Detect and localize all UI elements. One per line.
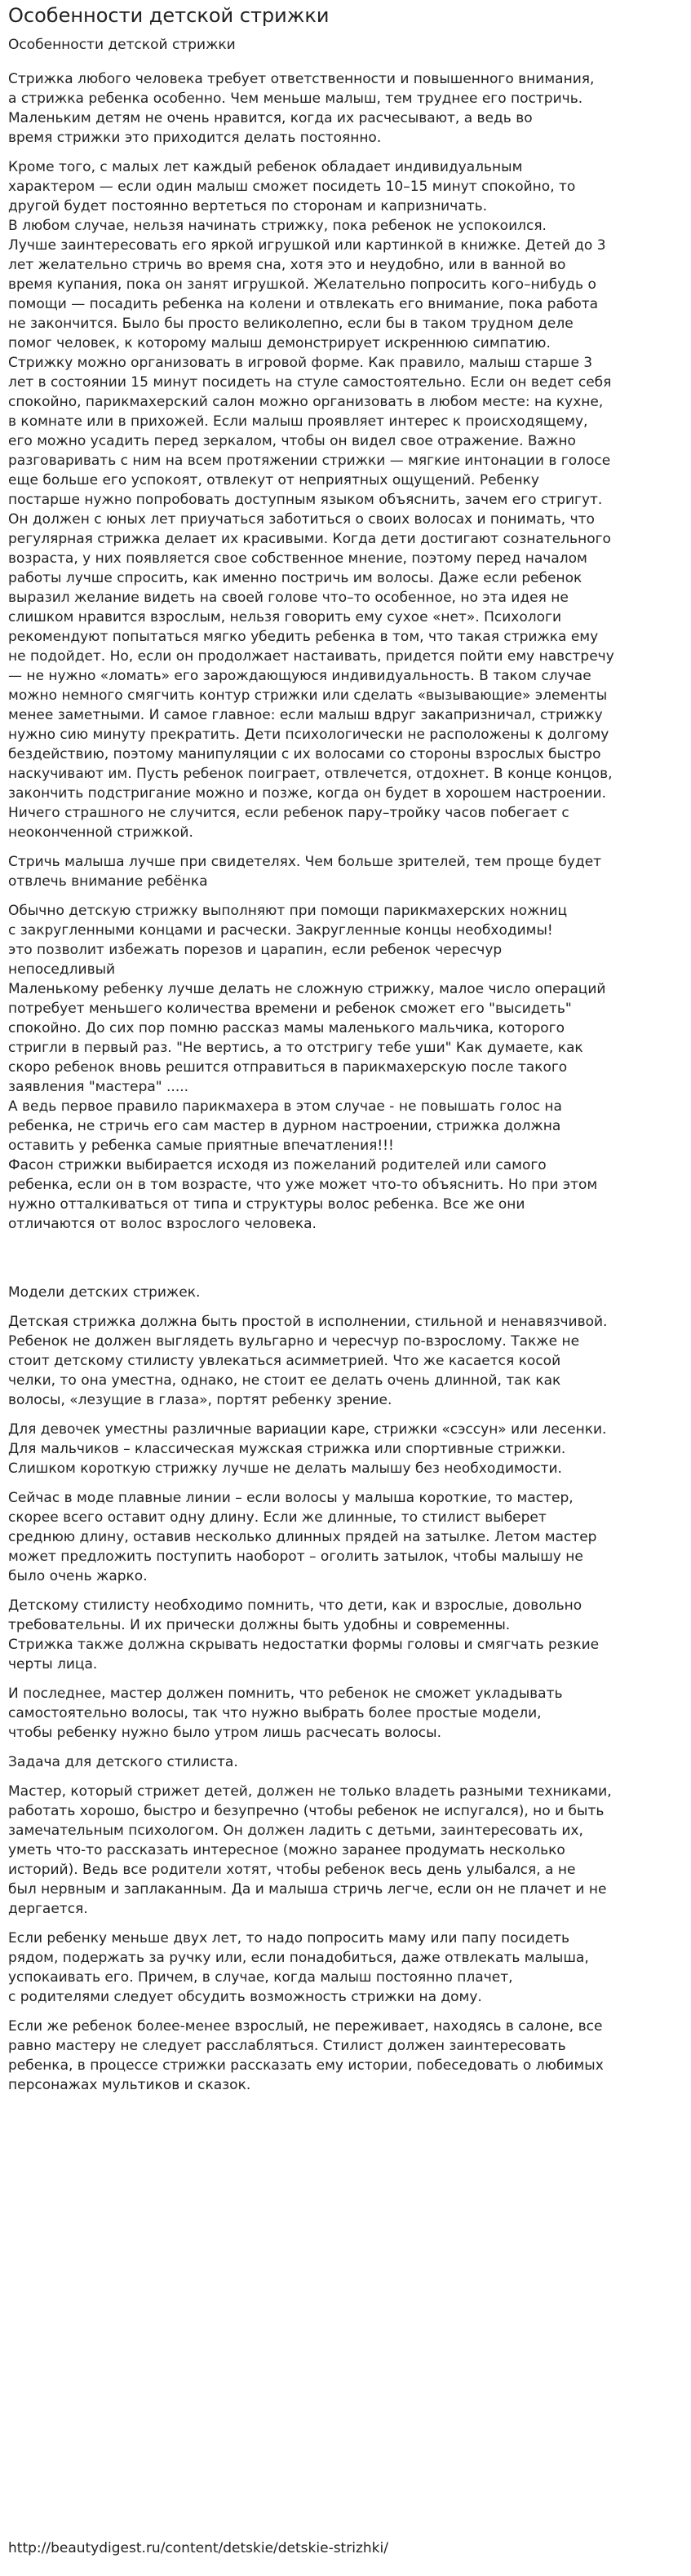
text-line: скоро ребенок вновь решится отправиться в парикмахерскую после такого — [8, 1059, 568, 1076]
text-line: Стрижка любого человека требует ответственности и повышенного внимания, — [8, 71, 595, 87]
page-title: Особенности детской стрижки — [8, 4, 330, 27]
text-line: еще больше его успокоят, отвлекут от неприятных ощущений. Ребенку — [8, 472, 539, 488]
text-line: челки, то она уместна, однако, не стоит ее делать очень длинной, так как — [8, 1372, 561, 1389]
text-line: был нервным и заплаканным. Да и малыша стричь легче, если он не плачет и не — [8, 1881, 607, 1898]
text-line: Обычно детскую стрижку выполняют при помощи парикмахерских ножниц — [8, 903, 568, 919]
text-line: не закончится. Было бы просто великолепно, если бы в таком трудном деле — [8, 316, 574, 332]
text-line: ребенка, не стричь его сам мастер в дурном настроении, стрижка должна — [8, 1118, 561, 1134]
paragraph — [8, 1782, 683, 1919]
text-line: это позволит избежать порезов и царапин, если ребенок чересчур — [8, 942, 503, 958]
text-line: разговаривать с ним на всем протяжении стрижки — мягкие интонации в голосе — [8, 453, 611, 469]
text-line: характером — если один малыш сможет посидеть 10–15 минут спокойно, то — [8, 179, 576, 195]
text-line: нужно отталкиваться от типа и структуры волос ребенка. Все же они — [8, 1196, 525, 1213]
text-line: рядом, подержать за ручку или, если понадобиться, даже отвлекать малыша, — [8, 1950, 589, 1966]
paragraph — [8, 1684, 683, 1743]
text-line: персонажах мультиков и сказок. — [8, 2077, 251, 2093]
text-line: отличаются от волос взрослого человека. — [8, 1216, 317, 1232]
article-body — [8, 69, 683, 2095]
text-line: ребенка, в процессе стрижки рассказать ему истории, побеседовать о любимых — [8, 2057, 604, 2074]
text-line: Лучше заинтересовать его яркой игрушкой или картинкой в книжке. Детей до 3 — [8, 237, 606, 254]
text-line: Маленькому ребенку лучше делать не сложную стрижку, малое число операций — [8, 981, 606, 997]
text-line: требовательны. И их прически должны быть удобны и современны. — [8, 1617, 511, 1633]
text-line: с закругленными концами и расчески. Закругленные концы необходимы! — [8, 922, 553, 939]
text-line: возраста, у них появляется свое собственное мнение, поэтому перед началом — [8, 550, 587, 567]
text-line: наскучивают им. Пусть ребенок поиграет, отвлечется, отдохнет. В конце концов, — [8, 766, 613, 782]
text-line: Сейчас в моде плавные линии – если волосы у малыша короткие, то мастер, — [8, 1490, 574, 1506]
text-line: непоседливый — [8, 961, 116, 978]
paragraph — [8, 1312, 683, 1410]
text-line: слишком нравится взрослым, нельзя говорить ему сухое «нет». Психологи — [8, 609, 561, 625]
text-line: заявления "мастера" ..... — [8, 1079, 189, 1095]
text-line: историй). Ведь все родители хотят, чтобы ребенок весь день улыбался, а не — [8, 1862, 576, 1878]
text-line: Кроме того, с малых лет каждый ребенок обладает индивидуальным — [8, 159, 523, 175]
text-line: спокойно, парикмахерский салон можно организовать в любом месте: на кухне, — [8, 394, 604, 410]
text-line: Детская стрижка должна быть простой в исполнении, стильной и ненавязчивой. — [8, 1314, 608, 1330]
paragraph — [8, 1244, 683, 1302]
text-line: лет желательно стричь во время сна, хотя это и неудобно, или в ванной во — [8, 257, 566, 273]
text-line: ребенка, если он в том возрасте, что уже может что-то объяснить. Но при этом — [8, 1177, 598, 1193]
text-line: потребует меньшего количества времени и ребенок сможет его "высидеть" — [8, 1001, 572, 1017]
text-line: Слишком короткую стрижку лучше не делать малышу без необходимости. — [8, 1460, 562, 1477]
text-line: нужно сию минуту прекратить. Дети психологически не расположены к долгому — [8, 727, 609, 743]
paragraph — [8, 2017, 683, 2095]
text-line: Для мальчиков – классическая мужская стрижка или спортивные стрижки. — [8, 1441, 566, 1457]
text-line: Мастер, который стрижет детей, должен не только владеть разными техниками, — [8, 1783, 612, 1800]
text-line: неоконченной стрижкой. — [8, 824, 193, 841]
text-line: уметь что-то рассказать интересное (можно заранее продумать несколько — [8, 1842, 565, 1858]
text-line: закончить подстригание можно и позже, когда он будет в хорошем настроении. — [8, 785, 606, 802]
text-line: оставить у ребенка самые приятные впечатления!!! — [8, 1138, 394, 1154]
text-line: отвлечь внимание ребёнка — [8, 873, 208, 890]
text-line: равно мастеру не следует расслабляться. Стилист должен заинтересовать — [8, 2038, 566, 2054]
text-line: Он должен с юных лет приучаться заботиться о своих волосах и понимать, что — [8, 511, 595, 528]
text-line: — не нужно «ломать» его зарождающуюся индивидуальность. В таком случае — [8, 668, 591, 684]
text-line: менее заметными. И самое главное: если малыш вдруг закапризничал, стрижку — [8, 707, 603, 723]
paragraph — [8, 157, 683, 842]
text-line: Стричь малыша лучше при свидетелях. Чем больше зрителей, тем проще будет — [8, 854, 602, 870]
text-line: время стрижки это приходится делать постоянно. — [8, 130, 382, 146]
text-line: чтобы ребенку нужно было утром лишь расчесать волосы. — [8, 1725, 441, 1741]
text-line — [8, 1263, 683, 1283]
text-line: Для девочек уместны различные вариации каре, стрижки «сэссун» или лесенки. — [8, 1421, 607, 1438]
paragraph — [8, 1752, 683, 1772]
text-line: может предложить поступить наоборот – оголить затылок, чтобы малышу не — [8, 1549, 583, 1565]
text-line: рекомендуют попытаться мягко убедить ребенка в том, что такая стрижка ему — [8, 629, 599, 645]
text-line: Фасон стрижки выбирается исходя из пожеланий родителей или самого — [8, 1157, 547, 1173]
paragraph — [8, 901, 683, 1234]
text-line: Если же ребенок более-менее взрослый, не переживает, находясь в салоне, все — [8, 2018, 603, 2035]
paragraph — [8, 1488, 683, 1586]
text-line: с родителями следует обсудить возможность стрижки на дому. — [8, 1989, 482, 2005]
text-line: работать хорошо, быстро и безупречно (чтобы ребенок не испугался), но и быть — [8, 1803, 605, 1819]
text-line: помощи — посадить ребенка на колени и отвлекать его внимание, пока работа — [8, 296, 599, 312]
text-line: регулярная стрижка делает их красивыми. Когда дети достигают сознательного — [8, 531, 611, 547]
text-line: В любом случае, нельзя начинать стрижку, пока ребенок не успокоился. — [8, 218, 547, 234]
text-line: А ведь первое правило парикмахера в этом случае - не повышать голос на — [8, 1098, 562, 1115]
paragraph — [8, 69, 683, 148]
text-line: замечательным психологом. Он должен ладить с детьми, заинтересовать их, — [8, 1823, 583, 1839]
text-line: Детскому стилисту необходимо помнить, что дети, как и взрослые, довольно — [8, 1597, 582, 1614]
text-line: Модели детских стрижек. — [8, 1284, 201, 1301]
text-line: стоит детскому стилисту увлекаться асимметрией. Что же касается косой — [8, 1353, 561, 1369]
text-line: можно немного смягчить контур стрижки или сделать «вызывающие» элементы — [8, 687, 608, 704]
text-line: спокойно. До сих пор помню рассказ мамы маленького мальчика, которого — [8, 1020, 565, 1036]
paragraph — [8, 1596, 683, 1674]
text-line — [8, 1244, 683, 1263]
text-line: Ребенок не должен выглядеть вульгарно и чересчур по-взрослому. Также не — [8, 1333, 580, 1350]
text-line: самостоятельно волосы, так что нужно выбрать более простые модели, — [8, 1705, 542, 1721]
text-line: Ничего страшного не случится, если ребенок пару–тройку часов побегает с — [8, 805, 569, 821]
text-line: волосы, «лезущие в глаза», портят ребенку зрение. — [8, 1392, 392, 1408]
text-line: выразил желание видеть на своей голове что–то особенное, но эта идея не — [8, 590, 569, 606]
text-line: Задача для детского стилиста. — [8, 1754, 238, 1770]
text-line: дергается. — [8, 1901, 88, 1917]
text-line: И последнее, мастер должен помнить, что ребенок не сможет укладывать — [8, 1686, 563, 1702]
text-line: Стрижка также должна скрывать недостатки формы головы и смягчать резкие — [8, 1637, 600, 1653]
text-line: другой будет постоянно вертеться по сторонам и капризничать. — [8, 198, 488, 214]
text-line: время купания, пока он занят игрушкой. Желательно попросить кого–нибудь о — [8, 276, 596, 293]
text-line: лет в состоянии 15 минут посидеть на стуле самостоятельно. Если он ведет себя — [8, 374, 612, 391]
text-line: скорее всего оставит одну длину. Если же длинные, то стилист выберет — [8, 1509, 547, 1526]
text-line: работы лучше спросить, как именно постричь им волосы. Даже если ребенок — [8, 570, 582, 586]
source-link[interactable]: http://beautydigest.ru/content/detskie/detskie-strizhki/ — [8, 2540, 388, 2556]
text-line: постарше нужно попробовать доступным языком объяснить, зачем его стригут. — [8, 492, 603, 508]
text-line: в комнате или в прихожей. Если малыш проявляет интерес к происходящему, — [8, 413, 588, 430]
text-line: Если ребенку меньше двух лет, то надо попросить маму или папу посидеть — [8, 1930, 570, 1946]
text-line: черты лица. — [8, 1656, 98, 1672]
paragraph — [8, 852, 683, 891]
text-line: успокаивать его. Причем, в случае, когда малыш постоянно плачет, — [8, 1969, 513, 1986]
text-line: а стрижка ребенка особенно. Чем меньше малыш, тем труднее его постричь. — [8, 91, 583, 107]
text-line: стригли в первый раз. "Не вертись, а то отстригу тебе уши" Как думаете, как — [8, 1040, 583, 1056]
paragraph — [8, 1420, 683, 1478]
text-line: Стрижку можно организовать в игровой форме. Как правило, малыш старше 3 — [8, 355, 593, 371]
text-line: среднюю длину, оставив несколько длинных прядей на затылке. Летом мастер — [8, 1529, 597, 1545]
article-subtitle: Особенности детской стрижки — [8, 37, 236, 53]
text-line: его можно усадить перед зеркалом, чтобы он видел свое отражение. Важно — [8, 433, 576, 449]
paragraph — [8, 1929, 683, 2007]
text-line: было очень жарко. — [8, 1568, 148, 1584]
text-line: не подойдет. Но, если он продолжает настаивать, придется пойти ему навстречу — [8, 648, 614, 665]
text-line: помог человек, к которому малыш демонстрирует искреннюю симпатию. — [8, 335, 551, 351]
text-line: бездействию, поэтому манипуляции с их волосами со стороны взрослых быстро — [8, 746, 601, 762]
text-line: Маленьким детям не очень нравится, когда их расчесывают, а ведь во — [8, 110, 533, 126]
